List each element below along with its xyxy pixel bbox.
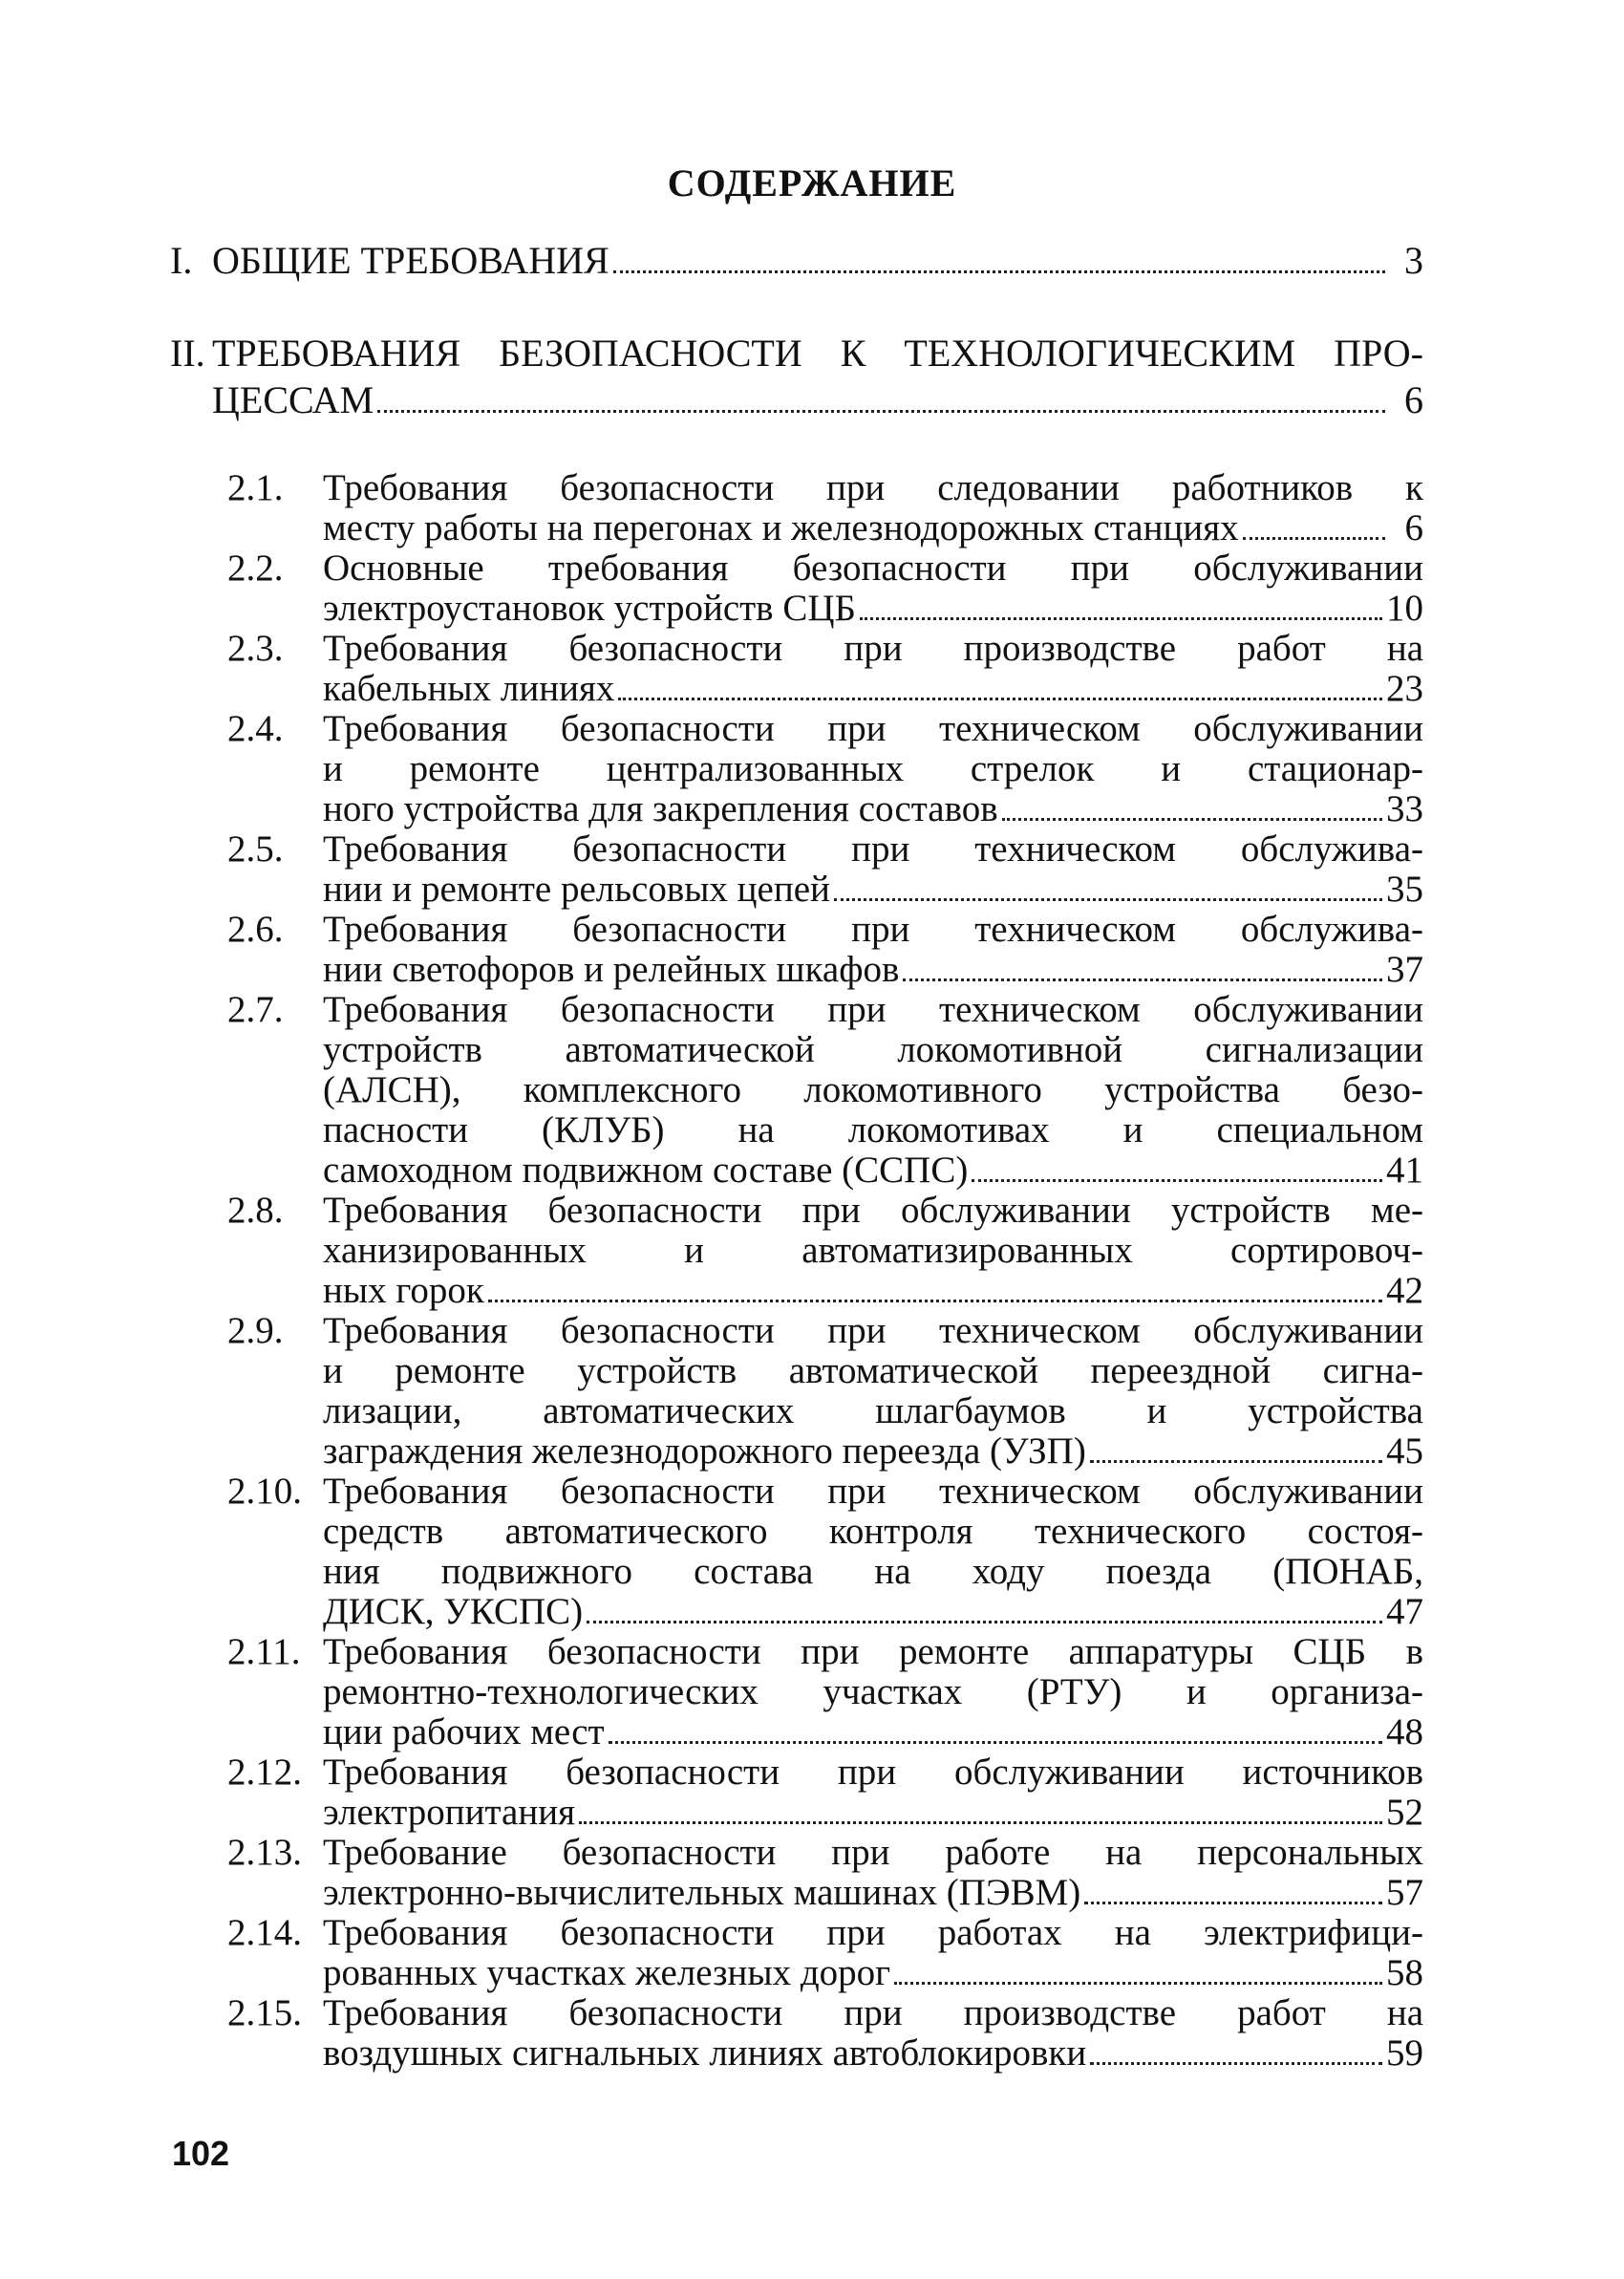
toc-entry-line xyxy=(323,1752,1423,1793)
toc-subsection xyxy=(170,1311,1423,1472)
toc-subsection xyxy=(170,829,1423,910)
toc-entry-line xyxy=(323,1311,1423,1351)
dot-leader xyxy=(834,898,1382,901)
toc-entry-number: 2.10. xyxy=(227,1471,302,1512)
toc-entry-text: Требования безопасности при техническом обслуживании xyxy=(323,989,1423,1030)
toc-entry-line xyxy=(323,709,1423,749)
toc-page-number: 6 xyxy=(1404,378,1423,421)
toc-entry-last-line xyxy=(323,1953,1423,1993)
toc-entry-text: электронно-вычислительных машинах (ПЭВМ) xyxy=(323,1872,1081,1913)
toc-entry-text: нии светофоров и релейных шкафов xyxy=(323,949,900,990)
toc-entry-line xyxy=(323,1833,1423,1873)
toc-entry-last-line xyxy=(323,1873,1423,1913)
toc-page-number: 42 xyxy=(1386,1270,1423,1311)
toc-page-number: 47 xyxy=(1386,1591,1423,1632)
toc-subsection xyxy=(170,709,1423,829)
dot-leader xyxy=(377,410,1385,413)
toc-entry-text: ханизированных и автоматизированных сортировоч- xyxy=(323,1230,1423,1271)
dot-leader xyxy=(1090,1460,1382,1463)
toc-page-number: 41 xyxy=(1386,1150,1423,1191)
toc-entry-text: устройств автоматической локомотивной сигнализации xyxy=(323,1029,1423,1070)
toc-entry-text: Требования безопасности при техническом обслуживании xyxy=(323,1310,1423,1351)
toc-entry-text: воздушных сигнальных линиях автоблокировки xyxy=(323,2032,1087,2074)
dot-leader xyxy=(609,1741,1382,1744)
toc-entry-text: Требования безопасности при техническом обслужива- xyxy=(323,828,1423,870)
toc-entry-line xyxy=(323,749,1423,789)
toc-entry-number: 2.3. xyxy=(227,628,284,669)
page-number: 102 xyxy=(172,2134,230,2173)
toc-entry-text: и ремонте централизованных стрелок и стационар- xyxy=(323,748,1423,789)
toc-entry-number: 2.9. xyxy=(227,1310,284,1351)
toc-entry-number: 2.15. xyxy=(227,1992,302,2033)
toc-entry-line xyxy=(323,1472,1423,1512)
toc-entry-number: 2.2. xyxy=(227,548,284,589)
toc-entry-line xyxy=(323,1512,1423,1552)
toc-entry-line xyxy=(323,1070,1423,1110)
toc-entry-last-line xyxy=(323,789,1423,829)
toc-entry-last-line xyxy=(323,2033,1423,2074)
toc-entry-text: ЦЕССАМ xyxy=(212,378,374,421)
toc-section xyxy=(170,330,1423,423)
toc-entry-last-line xyxy=(323,1592,1423,1632)
toc-entry-text: Требования безопасности при работах на электрифици- xyxy=(323,1912,1423,1953)
toc-entry-text: Требования безопасности при обслуживании источников xyxy=(323,1752,1423,1793)
toc-page-number: 35 xyxy=(1386,869,1423,910)
toc-entry-line xyxy=(323,1391,1423,1431)
toc-entry-text: электропитания xyxy=(323,1792,576,1833)
toc-entry-text: самоходном подвижном составе (ССПС) xyxy=(323,1150,969,1191)
toc-entry-text: заграждения железнодорожного переезда (УЗП) xyxy=(323,1430,1086,1472)
table-of-contents xyxy=(170,237,1423,2074)
toc-entry-number: 2.14. xyxy=(227,1912,302,1953)
toc-entry-line xyxy=(170,330,1423,376)
toc-entry-text: нии и ремонте рельсовых цепей xyxy=(323,869,830,910)
toc-page-number: 58 xyxy=(1386,1952,1423,1993)
toc-page-number: 59 xyxy=(1386,2032,1423,2074)
toc-entry-number: 2.12. xyxy=(227,1752,302,1793)
toc-entry-text: Требования безопасности при техническом обслуживании xyxy=(323,1471,1423,1512)
toc-entry-line xyxy=(323,1913,1423,1953)
toc-entry-text: месту работы на перегонах и железнодорожных станциях xyxy=(323,507,1239,548)
toc-subsection xyxy=(170,468,1423,548)
toc-entry-text: Требования безопасности при производстве работ на xyxy=(323,628,1423,669)
toc-entry-line xyxy=(323,1351,1423,1391)
toc-entry-line xyxy=(323,1552,1423,1592)
toc-entry-line xyxy=(323,468,1423,508)
toc-entry-last-line xyxy=(323,669,1423,709)
dot-leader xyxy=(1243,537,1385,540)
toc-entry-last-line xyxy=(323,508,1423,548)
toc-subsection xyxy=(170,1191,1423,1311)
toc-entry-text: Требования безопасности при производстве работ на xyxy=(323,1992,1423,2033)
toc-entry-number: II. xyxy=(170,332,205,375)
toc-entry-number: 2.1. xyxy=(227,467,284,508)
page-title: СОДЕРЖАНИЕ xyxy=(667,161,957,204)
toc-page-number: 52 xyxy=(1386,1792,1423,1833)
toc-entry-text: ния подвижного состава на ходу поезда (ПОНАБ, xyxy=(323,1551,1423,1592)
toc-entry-text: пасности (КЛУБ) на локомотивах и специальном xyxy=(323,1109,1423,1150)
toc-entry-text: кабельных линиях xyxy=(323,668,615,709)
dot-leader xyxy=(613,270,1385,273)
toc-entry-text: Требование безопасности при работе на персональных xyxy=(323,1832,1423,1873)
toc-page-number: 3 xyxy=(1404,239,1423,282)
toc-subsection xyxy=(170,1833,1423,1913)
toc-entry-line xyxy=(323,1030,1423,1070)
toc-subsection xyxy=(170,1472,1423,1632)
toc-entry-line xyxy=(323,1191,1423,1231)
toc-subsection xyxy=(170,629,1423,709)
subsection-list xyxy=(170,468,1423,2074)
toc-section xyxy=(170,237,1423,284)
toc-entry-text: ремонтно-технологических участках (РТУ) и организа- xyxy=(323,1671,1423,1712)
toc-entry-text: Требования безопасности при обслуживании устройств ме- xyxy=(323,1190,1423,1231)
toc-entry-line xyxy=(323,1110,1423,1150)
toc-entry-line xyxy=(323,829,1423,870)
toc-page-number: 10 xyxy=(1386,588,1423,629)
toc-entry-number: I. xyxy=(170,239,193,282)
toc-entry-line xyxy=(323,1231,1423,1271)
toc-entry-last-line xyxy=(323,1793,1423,1833)
dot-leader xyxy=(579,1821,1382,1824)
toc-entry-text: и ремонте устройств автоматической переездной сигна- xyxy=(323,1350,1423,1391)
toc-entry-text: Требования безопасности при ремонте аппаратуры СЦБ в xyxy=(323,1631,1423,1672)
toc-entry-line xyxy=(323,548,1423,589)
toc-entry-text: ОБЩИЕ ТРЕБОВАНИЯ xyxy=(212,239,609,282)
toc-subsection xyxy=(170,1913,1423,1993)
dot-leader xyxy=(587,1621,1382,1623)
toc-entry-text: средств автоматического контроля технического состоя- xyxy=(323,1511,1423,1552)
toc-entry-line xyxy=(323,1632,1423,1672)
toc-entry-text: электроустановок устройств СЦБ xyxy=(323,588,856,629)
toc-page-number: 6 xyxy=(1404,507,1423,548)
toc-entry-text: ного устройства для закрепления составов xyxy=(323,788,998,829)
toc-entry-last-line xyxy=(323,1431,1423,1472)
toc-entry-number: 2.5. xyxy=(227,828,284,870)
toc-page-number: 37 xyxy=(1386,949,1423,990)
toc-page-number: 23 xyxy=(1386,668,1423,709)
toc-entry-text: рованных участках железных дорог xyxy=(323,1952,891,1993)
toc-entry-line xyxy=(323,910,1423,950)
toc-entry-number: 2.8. xyxy=(227,1190,284,1231)
toc-entry-last-line xyxy=(170,237,1423,284)
toc-entry-text: ции рабочих мест xyxy=(323,1711,605,1752)
toc-entry-text: Требования безопасности при техническом обслужива- xyxy=(323,909,1423,950)
toc-entry-text: Основные требования безопасности при обслуживании xyxy=(323,548,1423,589)
toc-entry-last-line xyxy=(323,1271,1423,1311)
dot-leader xyxy=(1090,2062,1382,2065)
toc-entry-last-line xyxy=(170,376,1423,423)
toc-subsection xyxy=(170,910,1423,990)
toc-entry-last-line xyxy=(323,1712,1423,1752)
toc-entry-number: 2.4. xyxy=(227,708,284,749)
toc-entry-text: лизации, автоматических шлагбаумов и устройства xyxy=(323,1390,1423,1431)
toc-entry-text: Требования безопасности при следовании работников к xyxy=(323,467,1423,508)
toc-entry-number: 2.7. xyxy=(227,989,284,1030)
toc-entry-last-line xyxy=(323,1150,1423,1191)
toc-entry-number: 2.13. xyxy=(227,1832,302,1873)
toc-page-number: 45 xyxy=(1386,1430,1423,1472)
toc-entry-line xyxy=(323,1672,1423,1712)
toc-subsection xyxy=(170,1752,1423,1833)
dot-leader xyxy=(1084,1902,1382,1904)
dot-leader xyxy=(903,978,1382,981)
dot-leader xyxy=(894,1982,1382,1985)
toc-subsection xyxy=(170,1993,1423,2074)
toc-subsection xyxy=(170,1632,1423,1752)
toc-entry-text: (АЛСН), комплексного локомотивного устройства безо- xyxy=(323,1069,1423,1110)
dot-leader xyxy=(972,1179,1382,1182)
dot-leader xyxy=(488,1300,1382,1302)
toc-entry-number: 2.6. xyxy=(227,909,284,950)
toc-entry-text: Требования безопасности при техническом обслуживании xyxy=(323,708,1423,749)
toc-entry-last-line xyxy=(323,950,1423,990)
toc-entry-line xyxy=(323,990,1423,1030)
toc-entry-line xyxy=(323,629,1423,669)
toc-entry-text: ТРЕБОВАНИЯ БЕЗОПАСНОСТИ К ТЕХНОЛОГИЧЕСКИМ ПРО- xyxy=(212,332,1423,375)
toc-entry-number: 2.11. xyxy=(227,1631,301,1672)
toc-entry-last-line xyxy=(323,870,1423,910)
toc-entry-line xyxy=(323,1993,1423,2033)
dot-leader xyxy=(860,617,1382,620)
toc-entry-text: ных горок xyxy=(323,1270,484,1311)
dot-leader xyxy=(1002,818,1382,821)
section-list xyxy=(170,237,1423,423)
toc-entry-last-line xyxy=(323,589,1423,629)
toc-page-number: 33 xyxy=(1386,788,1423,829)
toc-page-number: 57 xyxy=(1386,1872,1423,1913)
toc-entry-text: ДИСК, УКСПС) xyxy=(323,1591,584,1632)
toc-subsection xyxy=(170,548,1423,629)
dot-leader xyxy=(618,698,1382,700)
toc-page-number: 48 xyxy=(1386,1711,1423,1752)
toc-subsection xyxy=(170,990,1423,1191)
